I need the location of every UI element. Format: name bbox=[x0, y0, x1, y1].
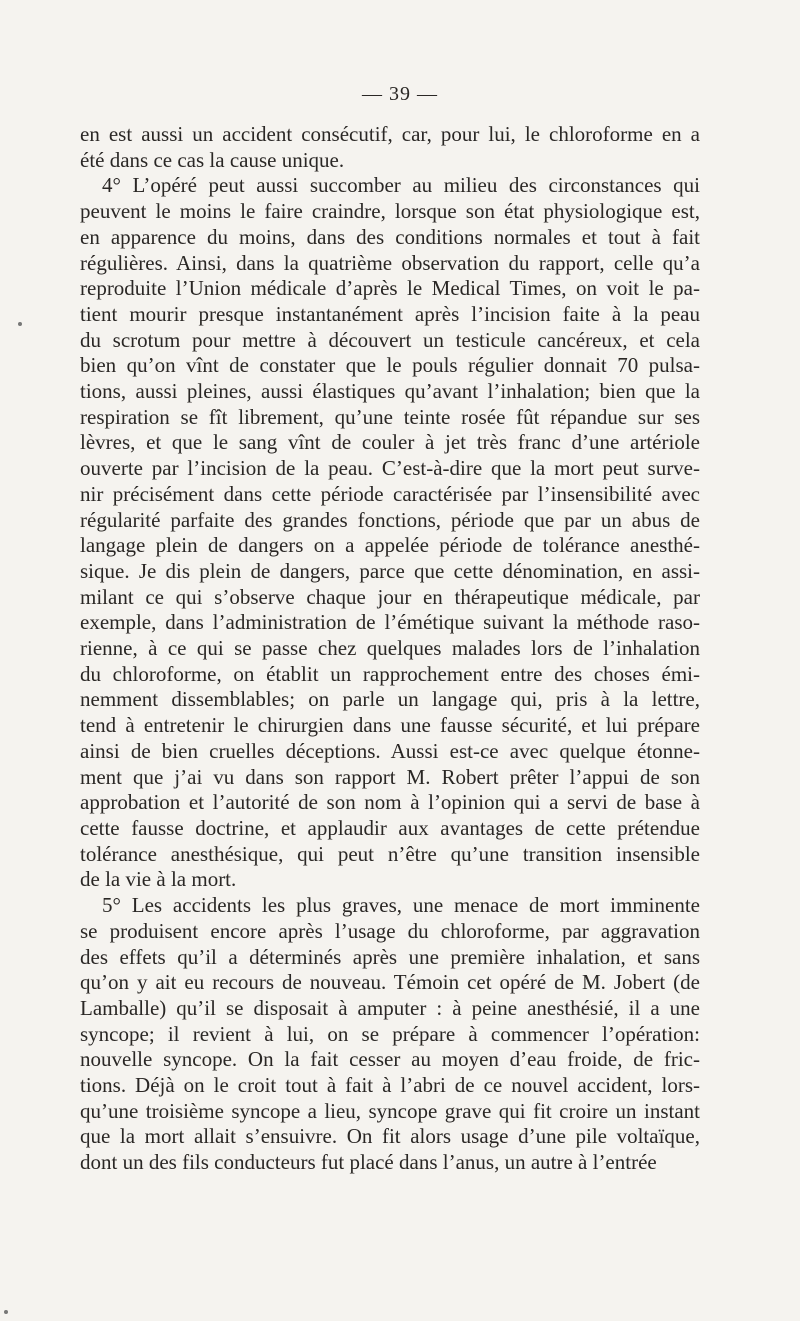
text-line bbox=[80, 122, 700, 148]
text-line bbox=[80, 405, 700, 431]
text-line-content: syncope; il revient à lui, on se prépare à commencer l’opération: bbox=[80, 1021, 700, 1046]
text-line-content: tend à entretenir le chirurgien dans une fausse sécurité, et lui prépare bbox=[80, 713, 700, 738]
text-line bbox=[80, 842, 700, 868]
text-line-content: en apparence du moins, dans des conditions normales et tout à fait bbox=[80, 224, 700, 249]
text-line-content: régularité parfaite des grandes fonctions, période que par un abus de bbox=[80, 507, 700, 532]
text-line bbox=[80, 302, 700, 328]
text-line-content: qu’une troisième syncope a lieu, syncope grave qui fit croire un instant bbox=[80, 1098, 700, 1123]
text-line bbox=[80, 328, 700, 354]
text-line bbox=[80, 199, 700, 225]
text-line bbox=[80, 482, 700, 508]
text-line-content: en est aussi un accident consécutif, car, pour lui, le chloroforme en a bbox=[80, 122, 700, 146]
text-line-content: 5° Les accidents les plus graves, une menace de mort imminente bbox=[102, 893, 700, 918]
text-line bbox=[80, 276, 700, 302]
text-line bbox=[80, 970, 700, 996]
text-line-content: cette fausse doctrine, et applaudir aux avantages de cette prétendue bbox=[80, 815, 700, 840]
text-line-content: approbation et l’autorité de son nom à l’opinion qui a servi de base à bbox=[80, 790, 700, 815]
text-line bbox=[80, 585, 700, 611]
text-line bbox=[80, 508, 700, 534]
text-line-content: régulières. Ainsi, dans la quatrième observation du rapport, celle qu’a bbox=[80, 250, 700, 275]
text-line bbox=[80, 533, 700, 559]
text-line bbox=[80, 148, 700, 174]
text-line-content: du scrotum pour mettre à découvert un testicule cancéreux, et cela bbox=[80, 327, 700, 352]
text-line-content: tient mourir presque instantanément après l’incision faite à la peau bbox=[80, 301, 700, 326]
text-line bbox=[80, 379, 700, 405]
text-line-content: reproduite l’Union médicale d’après le Medical Times, on voit le pa- bbox=[80, 276, 700, 301]
text-line-content: tions. Déjà on le croit tout à fait à l’abri de ce nouvel accident, lors- bbox=[80, 1073, 700, 1098]
text-line-content: rienne, à ce qui se passe chez quelques malades lors de l’inhalation bbox=[80, 636, 700, 661]
text-line bbox=[80, 636, 700, 662]
text-line-content: nemment dissemblables; on parle un langage qui, pris à la lettre, bbox=[80, 687, 700, 712]
text-line-content: 4° L’opéré peut aussi succomber au milieu des circonstances qui bbox=[102, 173, 700, 198]
text-line bbox=[80, 816, 700, 842]
text-line bbox=[80, 173, 700, 199]
text-line bbox=[80, 1047, 700, 1073]
text-line-content: des effets qu’il a déterminés après une première inhalation, et sans bbox=[80, 944, 700, 969]
text-line bbox=[80, 713, 700, 739]
text-line-content: ouverte par l’incision de la peau. C’est-à-dire que la mort peut surve- bbox=[80, 456, 700, 481]
text-line-content: tions, aussi pleines, aussi élastiques qu’avant l’inhalation; bien que la bbox=[80, 379, 700, 404]
text-line bbox=[80, 945, 700, 971]
text-line-content: qu’on y ait eu recours de nouveau. Témoin cet opéré de M. Jobert (de bbox=[80, 970, 700, 995]
text-line-content: ainsi de bien cruelles déceptions. Aussi est-ce avec quelque étonne- bbox=[80, 738, 700, 763]
text-line-content: du chloroforme, on établit un rapprochement entre des choses émi- bbox=[80, 661, 700, 686]
text-line-content: peuvent le moins le faire craindre, lorsque son état physiologique est, bbox=[80, 199, 700, 224]
text-line-content: nir précisément dans cette période caractérisée par l’insensibilité avec bbox=[80, 481, 700, 506]
text-line-content: Lamballe) qu’il se disposait à amputer : à peine anesthésié, il a une bbox=[80, 995, 700, 1020]
text-line-content: lèvres, et que le sang vînt de couler à jet très franc d’une artériole bbox=[80, 430, 700, 455]
text-line bbox=[80, 739, 700, 765]
text-line bbox=[80, 867, 700, 893]
text-line-content: tolérance anesthésique, qui peut n’être qu’une transition insensible bbox=[80, 841, 700, 866]
text-line bbox=[80, 1099, 700, 1125]
text-line bbox=[80, 1124, 700, 1150]
page-speck bbox=[4, 1310, 8, 1314]
text-line bbox=[80, 251, 700, 277]
text-line bbox=[80, 456, 700, 482]
body-text bbox=[80, 122, 700, 1176]
text-line-content: dont un des fils conducteurs fut placé dans l’anus, un autre à l’entrée bbox=[80, 1150, 657, 1175]
text-line-content: respiration se fît librement, qu’une teinte rosée fût répandue sur ses bbox=[80, 404, 700, 429]
text-line-content: bien qu’on vînt de constater que le pouls régulier donnait 70 pulsa- bbox=[80, 353, 700, 378]
page-speck bbox=[18, 322, 22, 326]
text-line bbox=[80, 559, 700, 585]
text-line-content: sique. Je dis plein de dangers, parce que cette dénomination, en assi- bbox=[80, 558, 700, 583]
text-line-content: se produisent encore après l’usage du chloroforme, par aggravation bbox=[80, 918, 700, 943]
text-line-content: milant ce qui s’observe chaque jour en thérapeutique médicale, par bbox=[80, 584, 700, 609]
text-line-content: nouvelle syncope. On la fait cesser au moyen d’eau froide, de fric- bbox=[80, 1047, 700, 1072]
text-line-content: que la mort allait s’ensuivre. On fit alors usage d’une pile voltaïque, bbox=[80, 1124, 700, 1149]
text-line bbox=[80, 353, 700, 379]
text-line bbox=[80, 430, 700, 456]
page-number-header: — 39 — bbox=[362, 83, 438, 105]
text-line bbox=[80, 790, 700, 816]
text-line bbox=[80, 996, 700, 1022]
text-line bbox=[80, 1073, 700, 1099]
text-line bbox=[80, 687, 700, 713]
text-line-content: de la vie à la mort. bbox=[80, 867, 237, 892]
text-line-content: langage plein de dangers on a appelée période de tolérance anesthé- bbox=[80, 533, 700, 558]
text-line-content: exemple, dans l’administration de l’émétique suivant la méthode raso- bbox=[80, 610, 700, 635]
text-line bbox=[80, 1150, 700, 1176]
text-line bbox=[80, 610, 700, 636]
text-line bbox=[80, 919, 700, 945]
text-line bbox=[80, 765, 700, 791]
text-line bbox=[80, 662, 700, 688]
text-line bbox=[80, 225, 700, 251]
text-line bbox=[80, 893, 700, 919]
text-line-content: été dans ce cas la cause unique. bbox=[80, 147, 345, 172]
text-line-content: ment que j’ai vu dans son rapport M. Robert prêter l’appui de son bbox=[80, 764, 700, 789]
text-line bbox=[80, 1022, 700, 1048]
